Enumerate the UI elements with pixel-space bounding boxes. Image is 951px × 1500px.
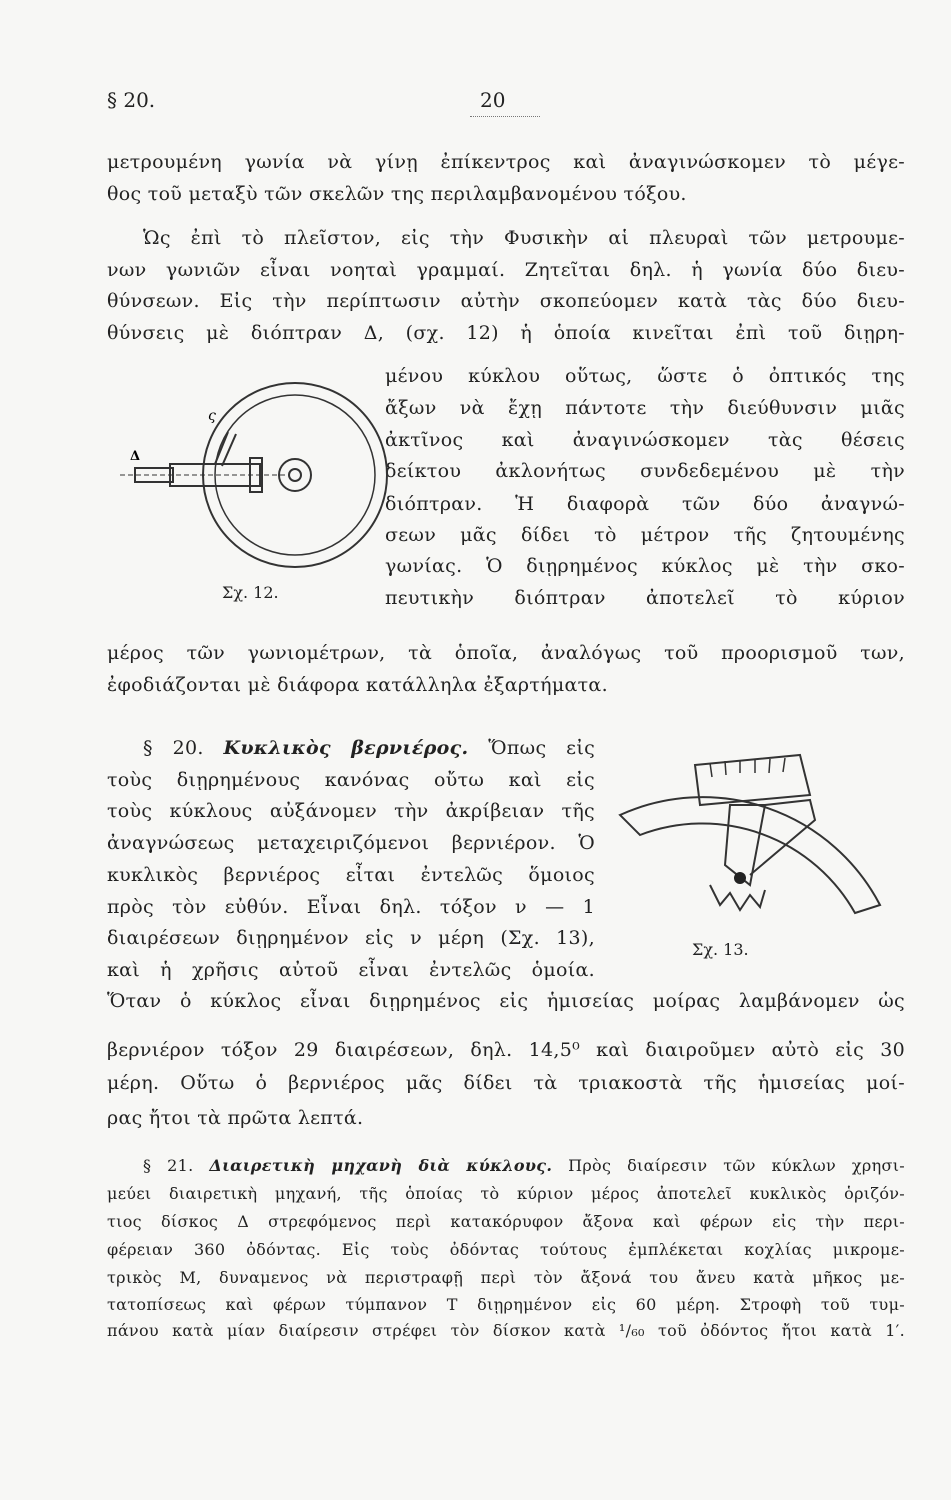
figure-12-label-delta: Δ (130, 449, 141, 464)
figure-13-circular-vernier-diagram (600, 735, 900, 935)
text-fragment: Πρὸς διαίρεσιν τῶν κύκλων χρησι- (568, 1156, 905, 1175)
text-line: νων γωνιῶν εἶναι νοηταὶ γραμμαί. Ζητεῖται δηλ. ἡ γωνία δύο διευ- (107, 259, 905, 281)
text-line: δείκτου ἀκλονήτως συνδεδεμένου μὲ τὴν (385, 460, 905, 482)
section-20-heading-line (107, 736, 595, 760)
section-21-number: § 21. (143, 1156, 194, 1175)
text-fragment: Ὅπως εἰς (488, 737, 596, 759)
figure-12-label-s: ς (208, 408, 216, 424)
text-line: πρὸς τὸν εὐθύν. Εἶναι δηλ. τόξον ν — 1 (107, 896, 595, 918)
page-number-rule (470, 116, 540, 117)
text-line: Ὅταν ὁ κύκλος εἶναι διῃρημένος εἰς ἡμισείας μοίρας λαμβάνομεν ὡς (107, 990, 905, 1012)
text-line: ἀκτῖνος καὶ ἀναγινώσκομεν τὰς θέσεις (385, 429, 905, 451)
text-line: μεύει διαιρετικὴ μηχανή, τῆς ὁποίας τὸ κύριον μέρος ἀποτελεῖ κυκλικὸς ὁριζόν- (107, 1184, 905, 1203)
text-line: τιος δίσκος Δ στρεφόμενος περὶ κατακόρυφον ἄξονα καὶ φέρων εἰς τὴν περι- (107, 1212, 905, 1231)
text-line: θος τοῦ μεταξὺ τῶν σκελῶν της περιλαμβανομένου τόξου. (107, 183, 687, 205)
text-line: μετρουμένη γωνία νὰ γίνῃ ἐπίκεντρος καὶ ἀναγινώσκομεν τὸ μέγε- (107, 151, 905, 173)
text-line: ρας ἤτοι τὰ πρῶτα λεπτά. (107, 1107, 364, 1129)
text-line: πευτικὴν διόπτραν ἀποτελεῖ τὸ κύριον (385, 587, 905, 609)
page-number: 20 (480, 88, 506, 112)
text-line: σεων μᾶς δίδει τὸ μέτρον τῆς ζητουμένης (385, 524, 905, 546)
text-line: μέρος τῶν γωνιομέτρων, τὰ ὁποῖα, ἀναλόγως τοῦ προορισμοῦ των, (107, 642, 905, 664)
text-line: διόπτραν. Ἡ διαφορὰ τῶν δύο ἀναγνώ- (385, 493, 905, 515)
text-line: γωνίας. Ὁ διῃρημένος κύκλος μὲ τὴν σκο- (385, 555, 905, 577)
figure-12-caption: Σχ. 12. (222, 583, 279, 602)
section-20-title: Κυκλικὸς βερνιέρος. (223, 737, 469, 759)
section-header: § 20. (107, 88, 156, 112)
text-line: ἀναγνώσεως μεταχειριζόμενοι βερνιέρον. Ὁ (107, 832, 595, 854)
text-line: θύνσεων. Εἰς τὴν περίπτωσιν αὐτὴν σκοπεύομεν κατὰ τὰς δύο διευ- (107, 290, 905, 312)
text-line: τοὺς διῃρημένους κανόνας οὔτω καὶ εἰς (107, 769, 595, 791)
figure-13-caption: Σχ. 13. (692, 940, 749, 959)
text-line: θύνσεις μὲ διόπτραν Δ, (σχ. 12) ἡ ὁποία κινεῖται ἐπὶ τοῦ διῃρη- (107, 322, 905, 344)
text-line: βερνιέρον τόξον 29 διαιρέσεων, δηλ. 14,5⁰ καὶ διαιροῦμεν αὐτὸ εἰς 30 (107, 1039, 905, 1061)
text-line: ἄξων νὰ ἔχῃ πάντοτε τὴν διεύθυνσιν μιᾶς (385, 397, 905, 419)
text-line: Ὡς ἐπὶ τὸ πλεῖστον, εἰς τὴν Φυσικὴν αἱ πλευραὶ τῶν μετρουμε- (143, 227, 905, 249)
text-line: καὶ ἡ χρῆσις αὐτοῦ εἶναι ἐντελῶς ὁμοία. (107, 959, 595, 981)
section-20-number: § 20. (143, 737, 204, 759)
text-line: τατοπίσεως καὶ φέρων τύμπανον Τ διῃρημένον εἰς 60 μέρη. Στροφὴ τοῦ τυμ- (107, 1295, 905, 1314)
text-line: τρικὸς Μ, δυναμενος νὰ περιστραφῇ περὶ τὸν ἄξονά του ἄνευ κατὰ μῆκος με- (107, 1268, 905, 1287)
text-line: μένου κύκλου οὕτως, ὥστε ὁ ὀπτικός της (385, 365, 905, 387)
figure-12-dioptra-diagram (110, 360, 390, 590)
text-line: τοὺς κύκλους αὐξάνομεν τὴν ἀκρίβειαν τῆς (107, 800, 595, 822)
text-line: μέρη. Οὕτω ὁ βερνιέρος μᾶς δίδει τὰ τριακοστὰ τῆς ἡμισείας μοί- (107, 1072, 905, 1094)
text-line: διαιρέσεων διῃρημένον εἰς ν μέρη (Σχ. 13), (107, 927, 595, 949)
text-line: ἐφοδιάζονται μὲ διάφορα κατάλληλα ἐξαρτήματα. (107, 674, 608, 696)
section-21-heading-line (107, 1156, 905, 1176)
text-line: φέρειαν 360 ὀδόντας. Εἰς τοὺς ὀδόντας τούτους ἐμπλέκεται κοχλίας μικρομε- (107, 1240, 905, 1259)
text-line: κυκλικὸς βερνιέρος εἶται ἐντελῶς ὅμοιος (107, 864, 595, 886)
text-line: πάνου κατὰ μίαν διαίρεσιν στρέφει τὸν δίσκον κατὰ ¹/₆₀ τοῦ ὀδόντος ἤτοι κατὰ 1′. (107, 1321, 905, 1340)
section-21-title: Διαιρετικὴ μηχανὴ διὰ κύκλους. (209, 1156, 553, 1175)
